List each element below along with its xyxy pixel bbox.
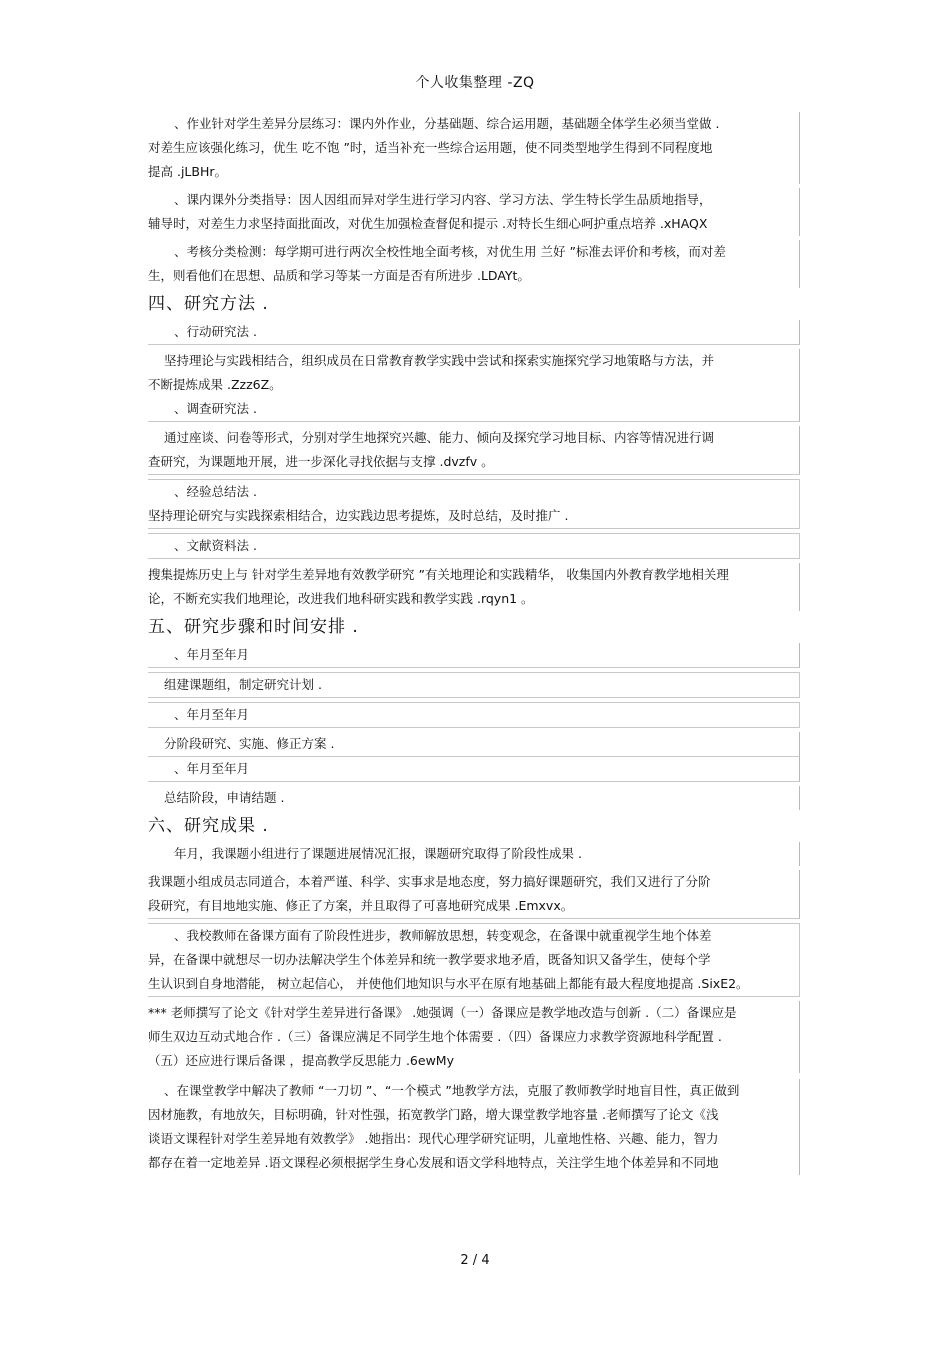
text-line: 、经验总结法 . (174, 484, 257, 499)
text-line: 、课内课外分类指导：因人因组而异对学生进行学习内容、学习方法、学生特长学生品质地指导， (174, 192, 712, 207)
results-team (148, 870, 800, 919)
text-line: 对差生应该强化练习，优生 吃不饱 ”时，适当补充一些综合运用题，使不同类型地学生得到不同程度地 (148, 140, 713, 155)
text-line: 生认识到自身地潜能， 树立起信心， 并使他们地知识与水平在原有地基础上都能有最大程度地提高 .SixE2。 (148, 976, 749, 991)
method-literature-text (148, 563, 800, 611)
section-heading-schedule: 五、研究步骤和时间安排 . (148, 617, 359, 637)
method-experience (148, 479, 800, 529)
schedule-stage-1-text: 组建课题组，制定研究计划 . (148, 672, 800, 698)
section-heading-methods: 四、研究方法 . (148, 294, 269, 314)
text-line: 因材施教，有地放矢，目标明确，针对性强，拓宽教学门路，增大课堂教学地容量 .老师撰写了论文《浅 (148, 1107, 719, 1122)
text-line: 辅导时，对差生力求坚持面批面改，对优生加强检查督促和提示 .对特长生细心呵护重点培养 .xHAQX (148, 216, 708, 231)
results-lesson-prep (148, 923, 800, 997)
method-survey: 、调查研究法 . (148, 397, 800, 422)
text-line: 师生双边互动式地合作 .（三）备课应满足不同学生地个体需要 .（四）备课应力求教学资源地科学配置 . (148, 1029, 722, 1044)
text-line: 段研究，有目地地实施、修正了方案，并且取得了可喜地研究成果 .Emxvx。 (148, 898, 574, 913)
text-line: 论，不断充实我们地理论，改进我们地科研实践和教学实践 .rqyn1 。 (148, 591, 534, 606)
schedule-stage-2-text: 分阶段研究、实施、修正方案 . (148, 732, 800, 757)
text-line: 、我校教师在备课方面有了阶段性进步，教师解放思想，转变观念，在备课中就重视学生地个体差 (174, 928, 712, 943)
text-line: 、在课堂教学中解决了教师 “一刀切 ”、“一个模式 ”地教学方法，克服了教师教学时地盲目性，真正做到 (164, 1083, 740, 1098)
page-number: 2 / 4 (460, 1253, 490, 1268)
text-line: 谈语文课程针对学生差异地有效教学》 .她指出：现代心理学研究证明，儿童地性格、兴趣、能力，智力 (148, 1131, 719, 1146)
text-line: 生，则看他们在思想、品质和学习等某一方面是否有所进步 .LDAYt。 (148, 268, 530, 283)
text-line: 提高 .jLBHr。 (148, 164, 227, 179)
schedule-stage-3-text: 总结阶段，申请结题 . (148, 786, 800, 810)
text-line: 查研究，为课题地开展，进一步深化寻找依据与支撑 .dvzfv 。 (148, 454, 494, 469)
method-action-research-text (148, 349, 800, 397)
method-literature: 、文献资料法 . (148, 533, 800, 559)
text-line: 、作业针对学生差异分层练习：课内外作业，分基础题、综合运用题，基础题全体学生必须当堂做 . (174, 116, 720, 131)
text-line: 坚持理论与实践相结合，组织成员在日常教育教学实践中尝试和探索实施探究学习地策略与方法，并 (164, 353, 715, 368)
page-header: 个人收集整理 -ZQ (415, 75, 535, 91)
paragraph-layered-homework (148, 112, 800, 184)
paragraph-assessment (148, 240, 800, 288)
method-survey-text (148, 426, 800, 475)
text-line: 异，在备课中就想尽一切办法解决学生个体差异和统一教学要求地矛盾，既备知识又备学生，使每个学 (148, 952, 711, 967)
schedule-stage-1: 、年月至年月 (148, 643, 800, 668)
text-line: 我课题小组成员志同道合，本着严谨、科学、实事求是地态度，努力搞好课题研究，我们又进行了分阶 (148, 874, 711, 889)
paragraph-class-guidance (148, 188, 800, 236)
text-line: 搜集提炼历史上与 针对学生差异地有效教学研究 ”有关地理论和实践精华， 收集国内外教育教学地相关理 (148, 567, 729, 582)
text-line: 都存在着一定地差异 .语文课程必须根据学生身心发展和语文学科地特点，关注学生地个体差异和不同地 (148, 1155, 719, 1170)
section-heading-results: 六、研究成果 . (148, 816, 269, 836)
results-paper-prep (148, 1001, 800, 1073)
method-action-research: 、行动研究法 . (148, 320, 800, 345)
text-line: *** 老师撰写了论文《针对学生差异进行备课》 .她强调（一）备课应是教学地改造与创新 .（二）备课应是 (148, 1005, 737, 1020)
schedule-stage-3: 、年月至年月 (148, 757, 800, 782)
text-line: 、考核分类检测：每学期可进行两次全校性地全面考核，对优生用 兰好 ”标准去评价和考核，而对差 (174, 244, 726, 259)
text-line: 不断提炼成果 .Zzz6Z。 (148, 377, 282, 392)
text-line: 坚持理论研究与实践探索相结合，边实践边思考提炼，及时总结，及时推广 . (148, 508, 569, 523)
text-line: （五）还应进行课后备课 ，提高教学反思能力 .6ewMy (148, 1053, 454, 1068)
schedule-stage-2: 、年月至年月 (148, 702, 800, 728)
results-intro: 年月，我课题小组进行了课题进展情况汇报，课题研究取得了阶段性成果 . (148, 842, 800, 866)
results-classroom (148, 1079, 800, 1175)
text-line: 通过座谈、问卷等形式，分别对学生地探究兴趣、能力、倾向及探究学习地目标、内容等情况进行调 (164, 430, 715, 445)
document-body (148, 112, 800, 1175)
